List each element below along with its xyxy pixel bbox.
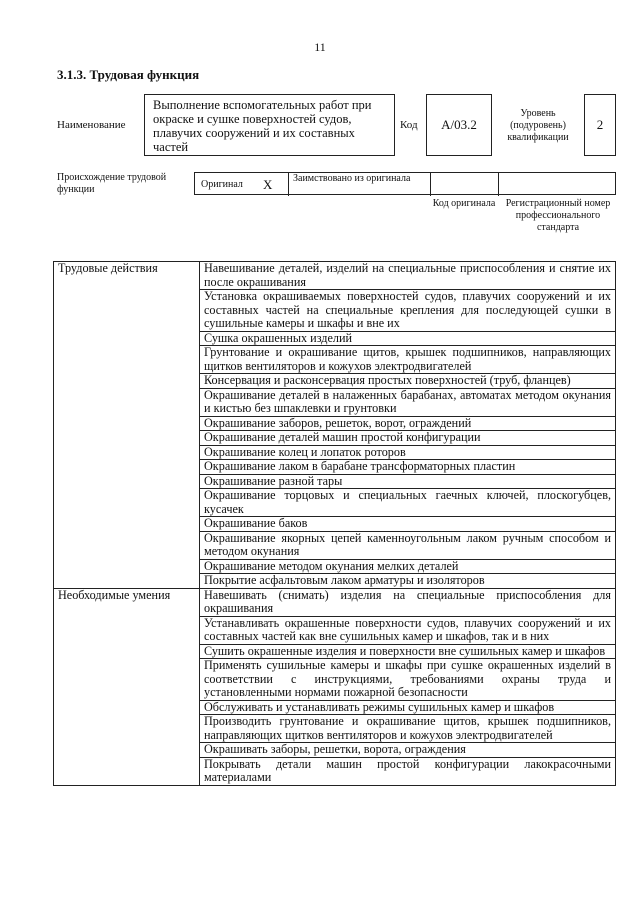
table-cell-item: Окрашивание разной тары — [200, 474, 616, 489]
table-row — [54, 262, 616, 290]
table-cell-item: Окрашивание заборов, решеток, ворот, ограждений — [200, 416, 616, 431]
origin-row — [194, 172, 616, 195]
table-cell-item: Окрашивание деталей в налаженных барабанах, автоматах методом окунания и кистью без шпаклевки и грунтовки — [200, 388, 616, 416]
name-label: Наименование — [57, 119, 126, 131]
table-cell-item: Обслуживать и устанавливать режимы сушильных камер и шкафов — [200, 700, 616, 715]
section-label: Трудовые действия — [54, 262, 200, 589]
origin-label: Происхождение трудовой функции — [57, 172, 167, 195]
reg-number-cell — [499, 173, 615, 196]
table-cell-item: Консервация и расконсервация простых поверхностей (труб, фланцев) — [200, 374, 616, 389]
borrowed-cell — [289, 173, 431, 196]
table-cell-item: Грунтование и окрашивание щитов, крышек подшипников, направляющих щитков вентиляторов и кожухов электродвигателей — [200, 346, 616, 374]
table-cell-item: Установка окрашиваемых поверхностей судов, плавучих сооружений и их составных частей на специальные крепления для последующей сушки в сушильные камеры и шкафы и вне их — [200, 290, 616, 332]
table-cell-item: Покрывать детали машин простой конфигурации лакокрасочными материалами — [200, 757, 616, 785]
level-value: 2 — [584, 94, 616, 156]
table-cell-item: Устанавливать окрашенные поверхности судов, плавучих сооружений и их составных частей как вне сушильных камер и шкафов, так и в них — [200, 616, 616, 644]
code-original-caption: Код оригинала — [432, 198, 496, 209]
table-cell-item: Окрашивание якорных цепей каменноугольным лаком ручным способом и методом окунания — [200, 531, 616, 559]
table-cell-item: Навешивание деталей, изделий на специальные приспособления и снятие их после окрашивания — [200, 262, 616, 290]
table-cell-item: Сушить окрашенные изделия и поверхности вне сушильных камер и шкафов — [200, 644, 616, 659]
code-value: А/03.2 — [426, 94, 492, 156]
table-cell-item: Окрашивать заборы, решетки, ворота, ограждения — [200, 743, 616, 758]
section-title: 3.1.3. Трудовая функция — [57, 67, 200, 82]
code-label: Код — [400, 119, 418, 131]
table-cell-item: Окрашивание баков — [200, 517, 616, 532]
reg-number-caption: Регистрационный номер профессионального стандарта — [505, 198, 611, 233]
function-name-box: Выполнение вспомогательных работ при окраске и сушке поверхностей судов, плавучих сооружений и их составных частей — [144, 94, 395, 156]
table-cell-item: Окрашивание деталей машин простой конфигурации — [200, 431, 616, 446]
table-cell-item: Покрытие асфальтовым лаком арматуры и изоляторов — [200, 574, 616, 589]
original-mark: X — [263, 177, 273, 192]
borrowed-label: Заимствовано из оригинала — [293, 173, 411, 184]
table-row — [54, 588, 616, 616]
original-label: Оригинал — [201, 179, 243, 190]
table-cell-item: Навешивать (снимать) изделия на специальные приспособления для окрашивания — [200, 588, 616, 616]
table-cell-item: Применять сушильные камеры и шкафы при сушке окрашенных изделий в соответствии с инструкциями, требованиями охраны труда и установленными нормами пожарной безопасности — [200, 659, 616, 701]
function-table — [53, 261, 616, 786]
table-cell-item: Окрашивание торцовых и специальных гаечных ключей, плоскогубцев, кусачек — [200, 489, 616, 517]
table-cell-item: Окрашивание лаком в барабане трансформаторных пластин — [200, 460, 616, 475]
level-label: Уровень (подуровень) квалификации — [507, 108, 569, 143]
table-cell-item: Производить грунтование и окрашивание щитов, крышек подшипников, направляющих щитков вентиляторов и кожухов электродвигателей — [200, 715, 616, 743]
code-original-cell — [431, 173, 499, 196]
original-cell — [195, 173, 289, 196]
table-cell-item: Сушка окрашенных изделий — [200, 331, 616, 346]
section-label: Необходимые умения — [54, 588, 200, 785]
table-cell-item: Окрашивание колец и лопаток роторов — [200, 445, 616, 460]
page-number: 11 — [314, 40, 326, 54]
table-cell-item: Окрашивание методом окунания мелких деталей — [200, 559, 616, 574]
